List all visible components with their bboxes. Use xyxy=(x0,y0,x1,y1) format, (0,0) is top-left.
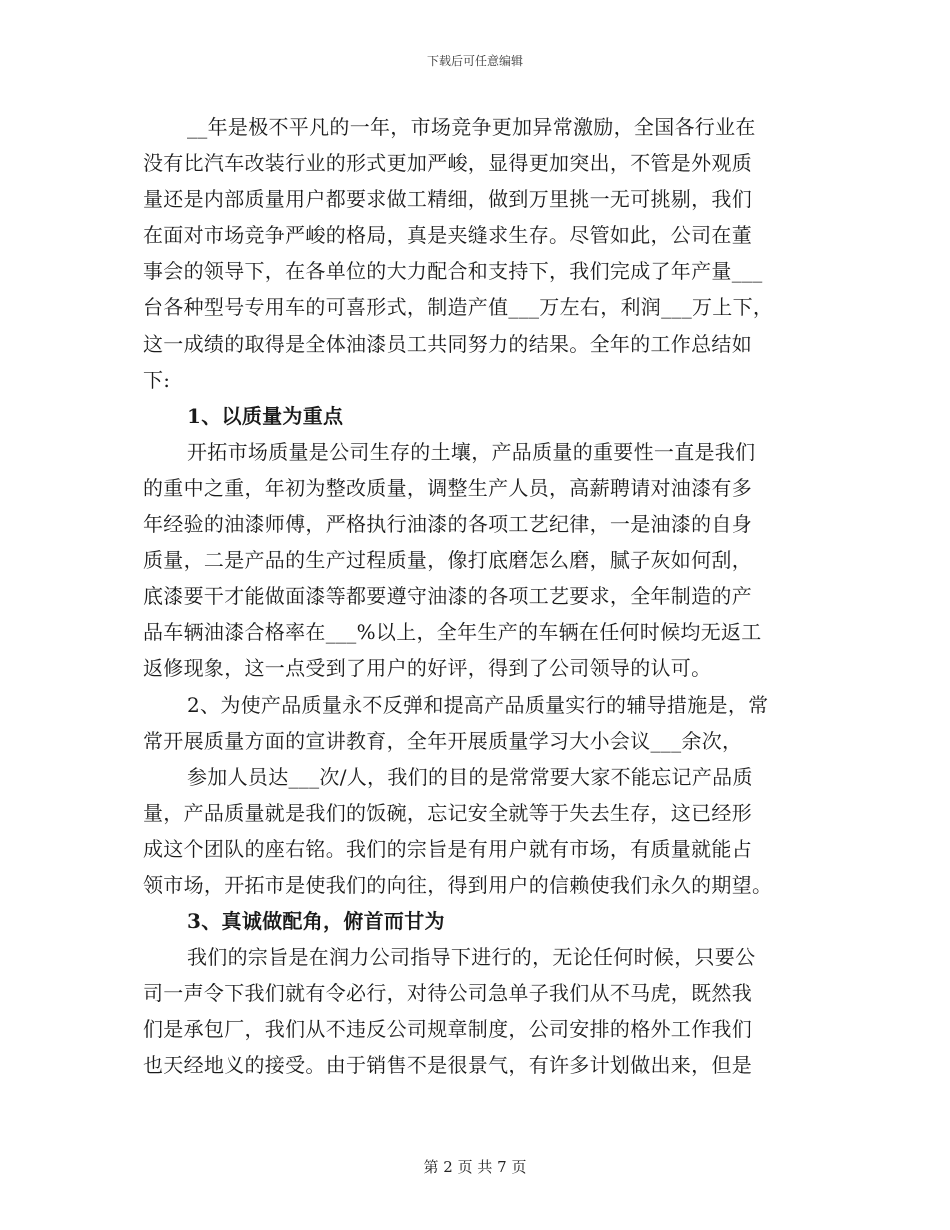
paragraph-line: 在面对市场竞争严峻的格局，真是夹缝求生存。尽管如此，公司在董 xyxy=(143,223,752,248)
paragraph-line: 下: xyxy=(143,367,171,392)
paragraph-line: 2、为使产品质量永不反弹和提高产品质量实行的辅导措施是，常 xyxy=(187,692,769,717)
paragraph-line: 参加人员达___次/人，我们的目的是常常要大家不能忘记产品质 xyxy=(187,764,753,789)
paragraph-line: 也天经地义的接受。由于销售不是很景气，有许多计划做出来，但是 xyxy=(143,1053,752,1078)
paragraph-line: 没有比汽车改装行业的形式更加严峻，显得更加突出，不管是外观质 xyxy=(143,151,752,176)
paragraph-line: 事会的领导下，在各单位的大力配合和支持下，我们完成了年产量___ xyxy=(143,259,763,284)
paragraph-line: 成这个团队的座右铭。我们的宗旨是有用户就有市场，有质量就能占 xyxy=(143,836,752,861)
paragraph-line: 返修现象，这一点受到了用户的好评，得到了公司领导的认可。 xyxy=(143,656,712,681)
paragraph-line: 年经验的油漆师傅，严格执行油漆的各项工艺纪律，一是油漆的自身 xyxy=(143,512,752,537)
section-heading: 3、真诚做配角，俯首而甘为 xyxy=(187,909,445,934)
paragraph-line: 这一成绩的取得是全体油漆员工共同努力的结果。全年的工作总结如 xyxy=(143,331,752,356)
paragraph-line: 司一声令下我们就有令必行，对待公司急单子我们从不马虎，既然我 xyxy=(143,981,752,1006)
paragraph-line: 量，产品质量就是我们的饭碗，忘记安全就等于失去生存，这已经形 xyxy=(143,800,752,825)
paragraph-line: 我们的宗旨是在润力公司指导下进行的，无论任何时候，只要公 xyxy=(187,945,756,970)
paragraph-line: 品车辆油漆合格率在___%以上，全年生产的车辆在任何时候均无返工 xyxy=(143,620,762,645)
paragraph-line: 领市场，开拓市是使我们的向往，得到用户的信赖使我们永久的期望。 xyxy=(143,872,773,897)
section-heading: 1、以质量为重点 xyxy=(187,403,344,428)
paragraph-line: 开拓市场质量是公司生存的土壤，产品质量的重要性一直是我们 xyxy=(187,439,756,464)
paragraph-line: 量还是内部质量用户都要求做工精细，做到万里挑一无可挑剔，我们 xyxy=(143,187,752,212)
paragraph-line: 常开展质量方面的宣讲教育，全年开展质量学习大小会议___余次， xyxy=(143,728,743,753)
page-footer-number: 第 2 页 共 7 页 xyxy=(423,1158,527,1176)
paragraph-line: __年是极不平凡的一年，市场竞争更加异常激励，全国各行业在 xyxy=(187,115,756,139)
paragraph-line: 底漆要干才能做面漆等都要遵守油漆的各项工艺要求，全年制造的产 xyxy=(143,584,752,609)
page-header-note: 下载后可任意编辑 xyxy=(426,54,523,68)
paragraph-line: 的重中之重，年初为整改质量，调整生产人员，高薪聘请对油漆有多 xyxy=(143,475,752,500)
paragraph-line: 们是承包厂，我们从不违反公司规章制度，公司安排的格外工作我们 xyxy=(143,1017,752,1042)
paragraph-line: 质量，二是产品的生产过程质量，像打底磨怎么磨，腻子灰如何刮， xyxy=(143,548,752,573)
paragraph-line: 台各种型号专用车的可喜形式，制造产值___万左右，利润___万上下， xyxy=(143,295,774,320)
document-body xyxy=(143,109,803,1084)
